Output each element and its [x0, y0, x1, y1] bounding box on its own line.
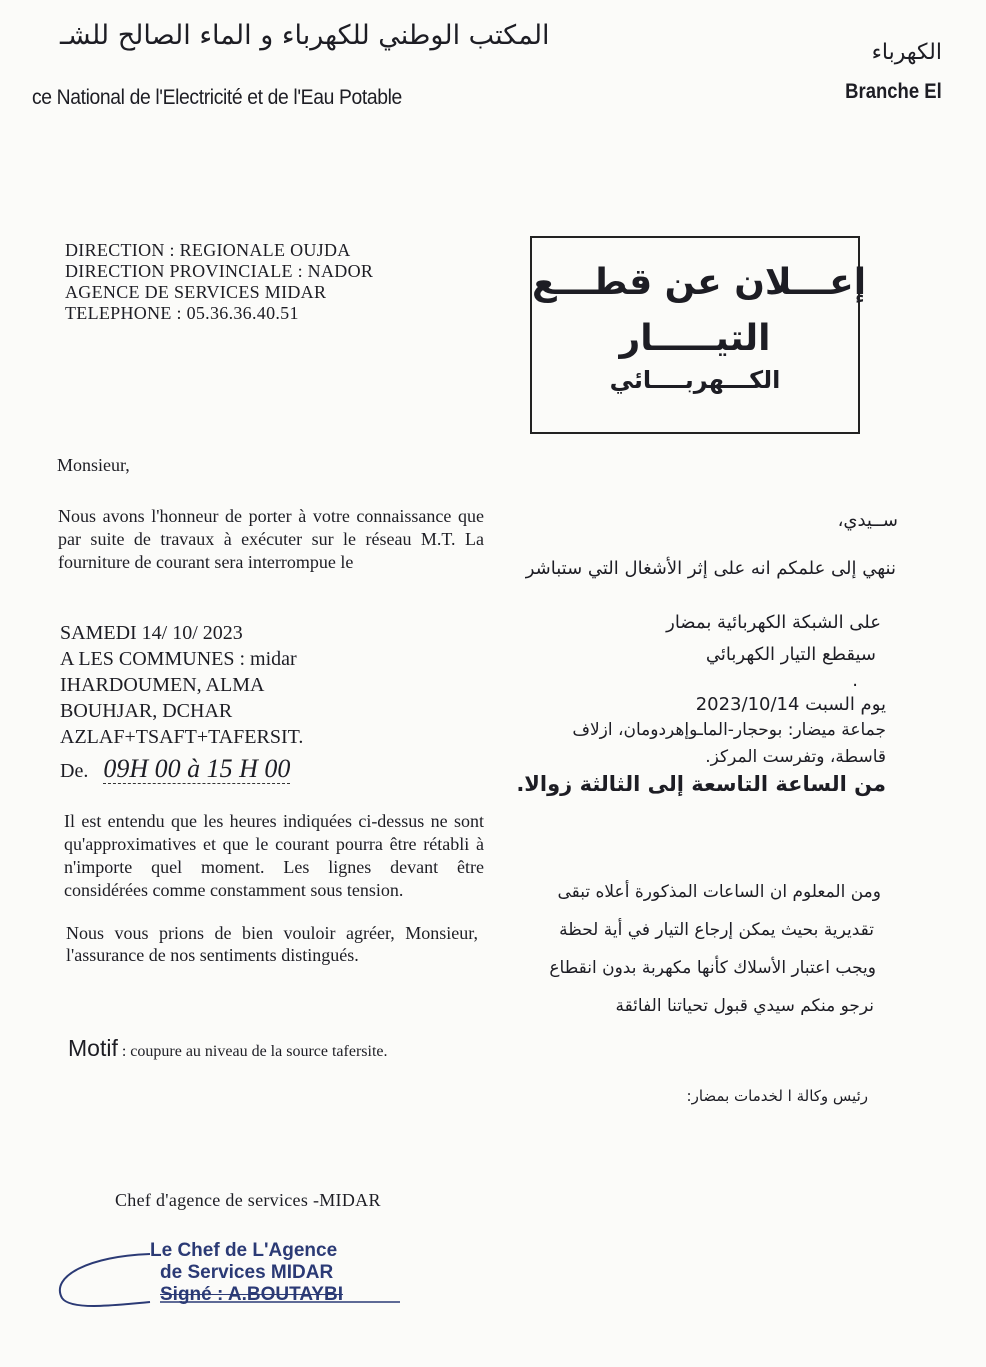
arabic-communes-line-2: قاسطة، وتفرست المركز. — [705, 747, 886, 767]
motif-text: : coupure au niveau de la source tafersite. — [121, 1043, 388, 1060]
french-communes-line-4: AZLAF+TSAFT+TAFERSIT. — [60, 726, 304, 748]
french-time-value: 09H 00 à 15 H 00 — [103, 754, 291, 783]
notice-title-line-3: الكـــهربــــائي — [609, 366, 781, 394]
outage-notice-box — [530, 236, 867, 434]
arabic-dot: . — [852, 670, 858, 691]
french-communes-line-2: IHARDOUMEN, ALMA — [60, 674, 265, 696]
notice-title-line-2: التيـــــار — [619, 318, 771, 359]
header-arabic-office-name: المكتب الوطني للكهرباء و الماء الصالح للشـ — [60, 20, 550, 51]
arabic-signature-title: رئيس وكالة ا لخدمات بمضار: — [686, 1087, 868, 1105]
french-closing-paragraph: Nous vous prions de bien vouloir agréer, Monsieur, l'assurance de nos sentiments distingués. — [66, 923, 478, 965]
french-communes-line-3: BOUHJAR, DCHAR — [60, 700, 233, 722]
stamp-line-1: Le Chef de L'Agence — [150, 1240, 338, 1261]
motif-label: Motif — [68, 1035, 118, 1061]
agency-chief-title: Chef d'agence de services -MIDAR — [115, 1190, 381, 1210]
header-french-office-name: ce National de l'Electricité et de l'Eau Potable — [32, 86, 402, 109]
french-communes-label: A LES COMMUNES : midar — [60, 648, 297, 670]
french-time-range — [60, 756, 290, 784]
arabic-note-line-1: ومن المعلوم ان الساعات المذكورة أعلاه تبقى — [557, 882, 881, 902]
motif-line — [68, 1035, 388, 1062]
arabic-intro-line-3: سيقطع التيار الكهربائي — [705, 644, 876, 665]
header-french-branch: Branche El — [845, 80, 942, 103]
arabic-intro-line-1: ننهي إلى علمكم انه على إثر الأشغال التي ستباشر — [525, 558, 896, 579]
direction-line-provincial: DIRECTION PROVINCIALE : NADOR — [65, 261, 374, 281]
french-time-prefix: De. — [60, 760, 89, 782]
arabic-date: يوم السبت 2023/10/14 — [695, 694, 886, 715]
french-salutation: Monsieur, — [57, 455, 130, 475]
french-disclaimer-paragraph: Il est entendu que les heures indiquées ci-dessus ne sont qu'approximatives et que le courant pourra être rétabli à n'importe quel moment. Les lignes devant être considérées comme constamment sous tension. — [64, 811, 484, 900]
arabic-salutation: ســيدي، — [837, 510, 898, 531]
direction-block — [65, 240, 373, 324]
agency-stamp — [150, 1240, 343, 1306]
direction-line-agency: AGENCE DE SERVICES MIDAR — [65, 282, 327, 302]
header-arabic-branch: الكهرباء — [871, 40, 942, 65]
direction-line-regional: DIRECTION : REGIONALE OUJDA — [65, 240, 351, 260]
direction-line-telephone: TELEPHONE : 05.36.36.40.51 — [65, 303, 299, 323]
stamp-line-3: Signé : A.BOUTAYBI — [160, 1284, 343, 1305]
stamp-line-2: de Services MIDAR — [160, 1262, 334, 1283]
french-intro-paragraph: Nous avons l'honneur de porter à votre connaissance que par suite de travaux à exécuter sur le réseau M.T. La fourniture de courant sera interrompue le — [58, 506, 484, 572]
arabic-intro-line-2: على الشبكة الكهربائية بمضار — [666, 612, 881, 633]
arabic-note-line-2: تقديرية بحيث يمكن إرجاع التيار في أية لحظة — [559, 920, 874, 940]
french-date: SAMEDI 14/ 10/ 2023 — [60, 622, 243, 644]
notice-title-line-1: إعـــلان عن قطـــع — [532, 262, 867, 303]
arabic-note-line-3: ويجب اعتبار الأسلاك كأنها مكهربة بدون انقطاع — [549, 958, 876, 978]
arabic-communes-line-1: جماعة ميضار: بوحجار-الماـوإهردومان، ازلاف — [572, 720, 886, 740]
arabic-time-range: من الساعة التاسعة إلى الثالثة زوالا. — [516, 772, 886, 796]
arabic-note-line-4: نرجو منكم سيدي قبول تحياتنا الفائقة — [615, 996, 874, 1016]
